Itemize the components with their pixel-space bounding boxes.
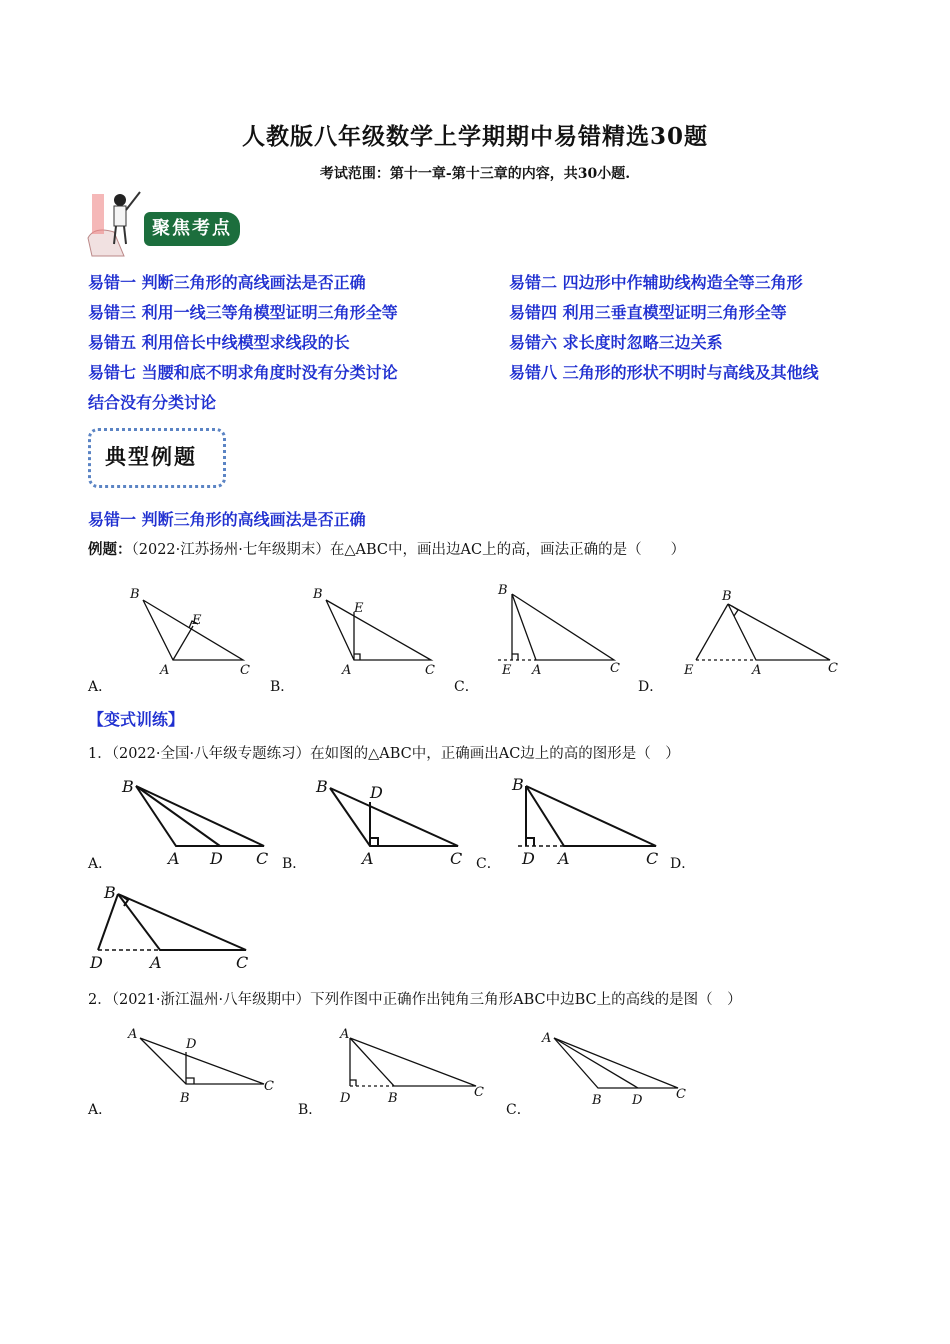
label-B: B <box>722 589 732 604</box>
label-A: A <box>752 663 762 678</box>
example-label: 例题： <box>88 541 132 558</box>
label-C: C <box>610 661 620 676</box>
label-D: D <box>340 1091 351 1106</box>
label-A: A <box>542 1031 552 1046</box>
label-B: B <box>104 883 116 902</box>
label-B: B <box>122 777 134 796</box>
label-C: C <box>236 953 249 972</box>
label-A: A <box>150 953 162 972</box>
example-text: （2022·江苏扬州·七年级期末）在△ABC中，画出边AC上的高，画法正确的是（ ） <box>131 542 686 558</box>
label-B: B <box>316 777 328 796</box>
label-D: D <box>370 783 383 802</box>
key-point-1: 易错一 判断三角形的高线画法是否正确 <box>88 273 366 292</box>
section1-heading: 易错一 判断三角形的高线画法是否正确 <box>88 510 366 529</box>
label-A: A <box>128 1027 138 1042</box>
label-A: A <box>558 849 570 868</box>
label-E: E <box>684 663 694 678</box>
label-B: B <box>512 775 524 794</box>
q2-option-C: C． <box>506 1102 531 1118</box>
key-point-5: 易错五 利用倍长中线模型求线段的长 <box>88 333 350 352</box>
question-2-figures <box>88 1024 708 1114</box>
question-1: 1．（2022·全国·八年级专题练习）在如图的△ABC中，正确画出AC边上的高的图形是（ ） <box>88 746 680 762</box>
q1-option-D: D． <box>670 856 696 872</box>
q1-option-B: B． <box>282 856 307 872</box>
key-point-3: 易错三 利用一线三等角模型证明三角形全等 <box>88 303 398 322</box>
key-point-8-cont: 结合没有分类讨论 <box>88 393 217 412</box>
label-D: D <box>632 1093 643 1108</box>
label-D: D <box>90 953 103 972</box>
key-point-8: 易错八 三角形的形状不明时与高线及其他线 <box>509 363 819 382</box>
label-E: E <box>192 613 202 628</box>
label-C: C <box>264 1079 274 1094</box>
label-D: D <box>210 849 223 868</box>
page-title: 人教版八年级数学上学期期中易错精选30题 <box>241 123 708 150</box>
key-point-6: 易错六 求长度时忽略三边关系 <box>509 333 723 352</box>
q2-option-A: A． <box>88 1102 113 1118</box>
key-point-2: 易错二 四边形中作辅助线构造全等三角形 <box>509 273 803 292</box>
label-C: C <box>256 849 269 868</box>
label-C: C <box>828 661 838 676</box>
label-C: C <box>425 663 435 678</box>
label-B: B <box>130 587 140 602</box>
label-B: B <box>180 1091 190 1106</box>
examples-heading-box <box>88 428 226 488</box>
label-B: B <box>388 1091 398 1106</box>
option-D: D． <box>638 679 664 695</box>
focus-banner <box>84 186 244 258</box>
label-E: E <box>354 601 364 616</box>
label-A: A <box>168 849 180 868</box>
key-point-7: 易错七 当腰和底不明求角度时没有分类讨论 <box>88 363 398 382</box>
option-B: B． <box>270 679 295 695</box>
label-A: A <box>340 1027 350 1042</box>
label-A: A <box>362 849 374 868</box>
label-E: E <box>502 663 512 678</box>
label-A: A <box>160 663 170 678</box>
label-B: B <box>592 1093 602 1108</box>
option-C: C． <box>454 679 479 695</box>
page-subtitle: 考试范围：第十一章-第十三章的内容，共30小题. <box>319 166 631 182</box>
q1-option-C: C． <box>476 856 501 872</box>
label-C: C <box>676 1087 686 1102</box>
label-A: A <box>342 663 352 678</box>
label-C: C <box>474 1085 484 1100</box>
label-B: B <box>498 583 508 598</box>
label-C: C <box>646 849 659 868</box>
example-question <box>88 538 685 559</box>
label-C: C <box>450 849 463 868</box>
key-point-4: 易错四 利用三垂直模型证明三角形全等 <box>509 303 787 322</box>
label-A: A <box>532 663 542 678</box>
examples-heading: 典型例题 <box>105 444 197 469</box>
variant-heading: 【变式训练】 <box>88 710 185 729</box>
question-1-figures <box>88 772 708 972</box>
label-B: B <box>313 587 323 602</box>
q1-option-A: A． <box>88 856 113 872</box>
q2-option-B: B． <box>298 1102 323 1118</box>
option-A: A． <box>88 679 113 695</box>
label-D: D <box>186 1037 197 1052</box>
label-C: C <box>240 663 250 678</box>
banner-label: 聚焦考点 <box>144 212 240 246</box>
label-D: D <box>522 849 535 868</box>
question-2: 2．（2021·浙江温州·八年级期中）下列作图中正确作出钝角三角形ABC中边BC上的高线的是图（ ） <box>88 992 742 1008</box>
